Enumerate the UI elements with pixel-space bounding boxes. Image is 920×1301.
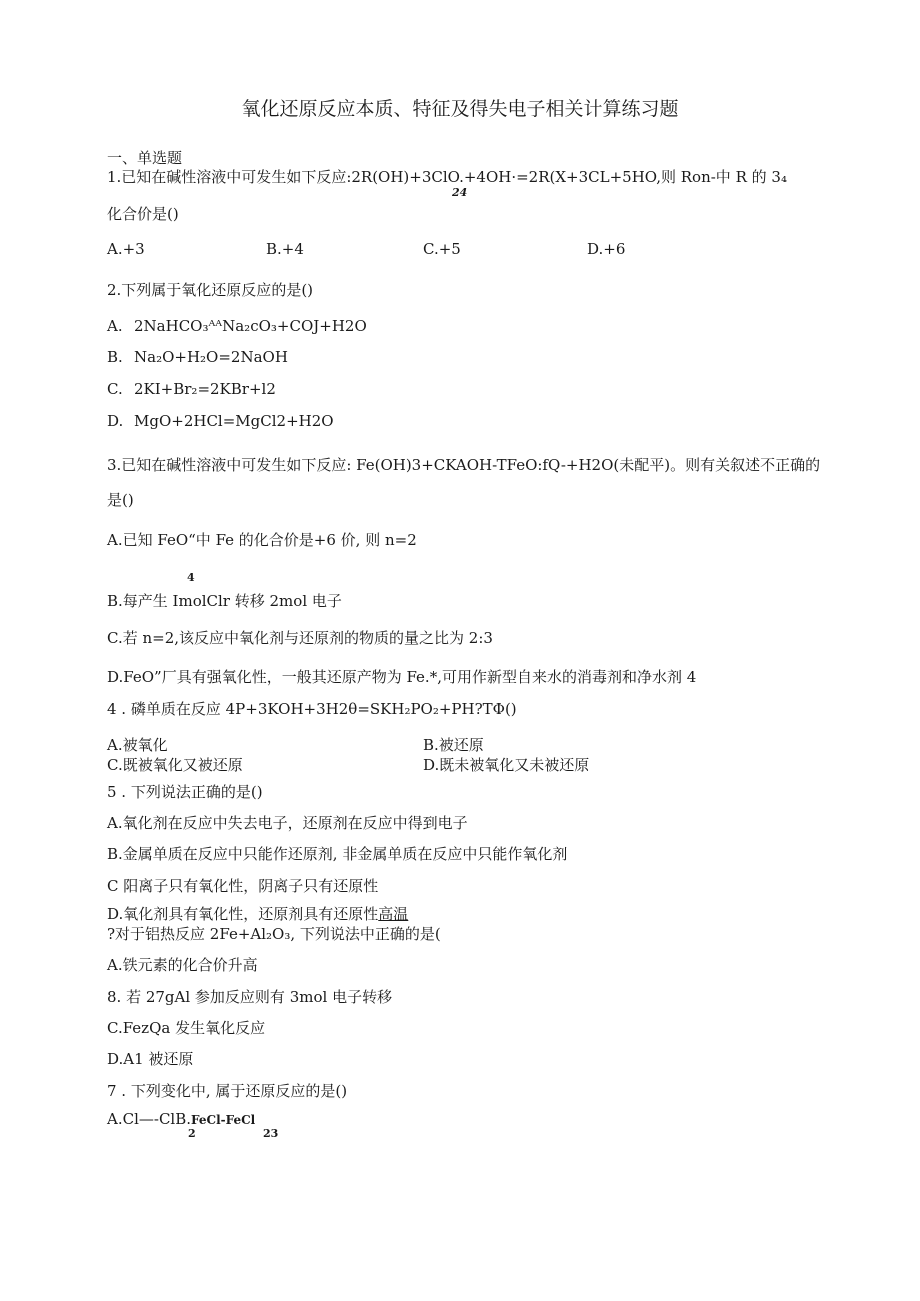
q4-option-d: D.既未被氧化又未被还原: [423, 756, 590, 774]
q5-option-b: B.金属单质在反应中只能作还原剂, 非金属单质在反应中只能作氧化剂: [107, 845, 568, 863]
q7-subscript-a: 2: [188, 1127, 196, 1140]
section-heading: 一、单选题: [107, 149, 183, 167]
q2-option-d-label: D.: [107, 412, 124, 430]
q7-option-a-bold: FeCl-FeCl: [191, 1113, 256, 1127]
q1-option-a: A.+3: [107, 240, 145, 258]
q7-subscript-b: 23: [263, 1127, 279, 1140]
q6-option-b: 8. 若 27gAl 参加反应则有 3mol 电子转移: [107, 988, 393, 1006]
q3-stem: 3.已知在碱性溶液中可发生如下反应: Fe(OH)3+CKAOH-TFeO:fQ-+H2O(未配平)。则有关叙述不正确的: [107, 456, 821, 474]
q4-option-b: B.被还原: [423, 736, 484, 754]
q3-option-a: A.已知 FeO“中 Fe 的化合价是+6 价, 则 n=2: [107, 531, 417, 549]
q2-option-a-text: 2NaHCO₃ᴬᴬNa₂cO₃+COJ+H2O: [134, 317, 367, 335]
q2-option-c-label: C.: [107, 380, 123, 398]
q6-option-a: A.铁元素的化合价升高: [107, 956, 258, 974]
page-title: 氧化还原反应本质、特征及得失电子相关计算练习题: [241, 98, 679, 120]
q2-option-a-label: A.: [107, 317, 123, 335]
q6-option-d: D.A1 被还原: [107, 1050, 194, 1068]
q6-option-c: C.FezQa 发生氧化反应: [107, 1019, 266, 1037]
q5-option-a: A.氧化剂在反应中失去电子，还原剂在反应中得到电子: [107, 814, 468, 832]
q3-option-d: D.FeO”厂具有强氧化性，一般其还原产物为 Fe.*,可用作新型自来水的消毒剂和净水剂 4: [107, 668, 697, 686]
q1-stem-continued: 化合价是(): [107, 205, 179, 223]
q4-stem: 4 . 磷单质在反应 4P+3KOH+3H2θ=SKH₂PO₂+PH?TΦ(): [107, 700, 517, 718]
q1-sub-note: 24: [452, 186, 468, 199]
q5-stem: 5 . 下列说法正确的是(): [107, 783, 263, 801]
q4-option-a: A.被氧化: [107, 736, 168, 754]
q6-stem: ?对于铝热反应 2Fe+Al₂O₃, 下列说法中正确的是(: [107, 925, 441, 943]
q3-option-c: C.若 n=2,该反应中氧化剂与还原剂的物质的量之比为 2:3: [107, 629, 493, 647]
q2-option-b-text: Na₂O+H₂O=2NaOH: [134, 348, 288, 366]
q5-underlined-high-temp: 高温: [378, 905, 409, 923]
q3-option-b: B.每产生 ImolClr 转移 2mol 电子: [107, 592, 342, 610]
q3-stem-continued: 是(): [107, 491, 134, 509]
q1-stem: 1.已知在碱性溶液中可发生如下反应:2R(OH)+3ClO.+4OH·=2R(X+3CL+5HO,则 Ron-中 R 的 3₄: [107, 168, 787, 186]
q2-option-b-label: B.: [107, 348, 123, 366]
q2-stem: 2.下列属于氧化还原反应的是(): [107, 281, 314, 299]
q7-stem: 7 . 下列变化中, 属于还原反应的是(): [107, 1082, 348, 1100]
q5-option-d: [107, 905, 408, 923]
q2-option-c-text: 2KI+Br₂=2KBr+l2: [134, 380, 276, 398]
q3-note-4: 4: [187, 571, 195, 584]
q1-option-d: D.+6: [587, 240, 626, 258]
q7-option-a: [107, 1110, 255, 1129]
q1-option-c: C.+5: [423, 240, 461, 258]
q1-option-b: B.+4: [266, 240, 304, 258]
q7-option-a-main: A.Cl—-ClB.: [107, 1110, 192, 1128]
q5-option-c: C 阳离子只有氧化性，阴离子只有还原性: [107, 877, 379, 895]
q2-option-d-text: MgO+2HCl=MgCl2+H2O: [134, 412, 334, 430]
q4-option-c: C.既被氧化又被还原: [107, 756, 243, 774]
q5-option-d-main: D.氧化剂具有氧化性，还原剂具有还原性: [107, 905, 379, 923]
